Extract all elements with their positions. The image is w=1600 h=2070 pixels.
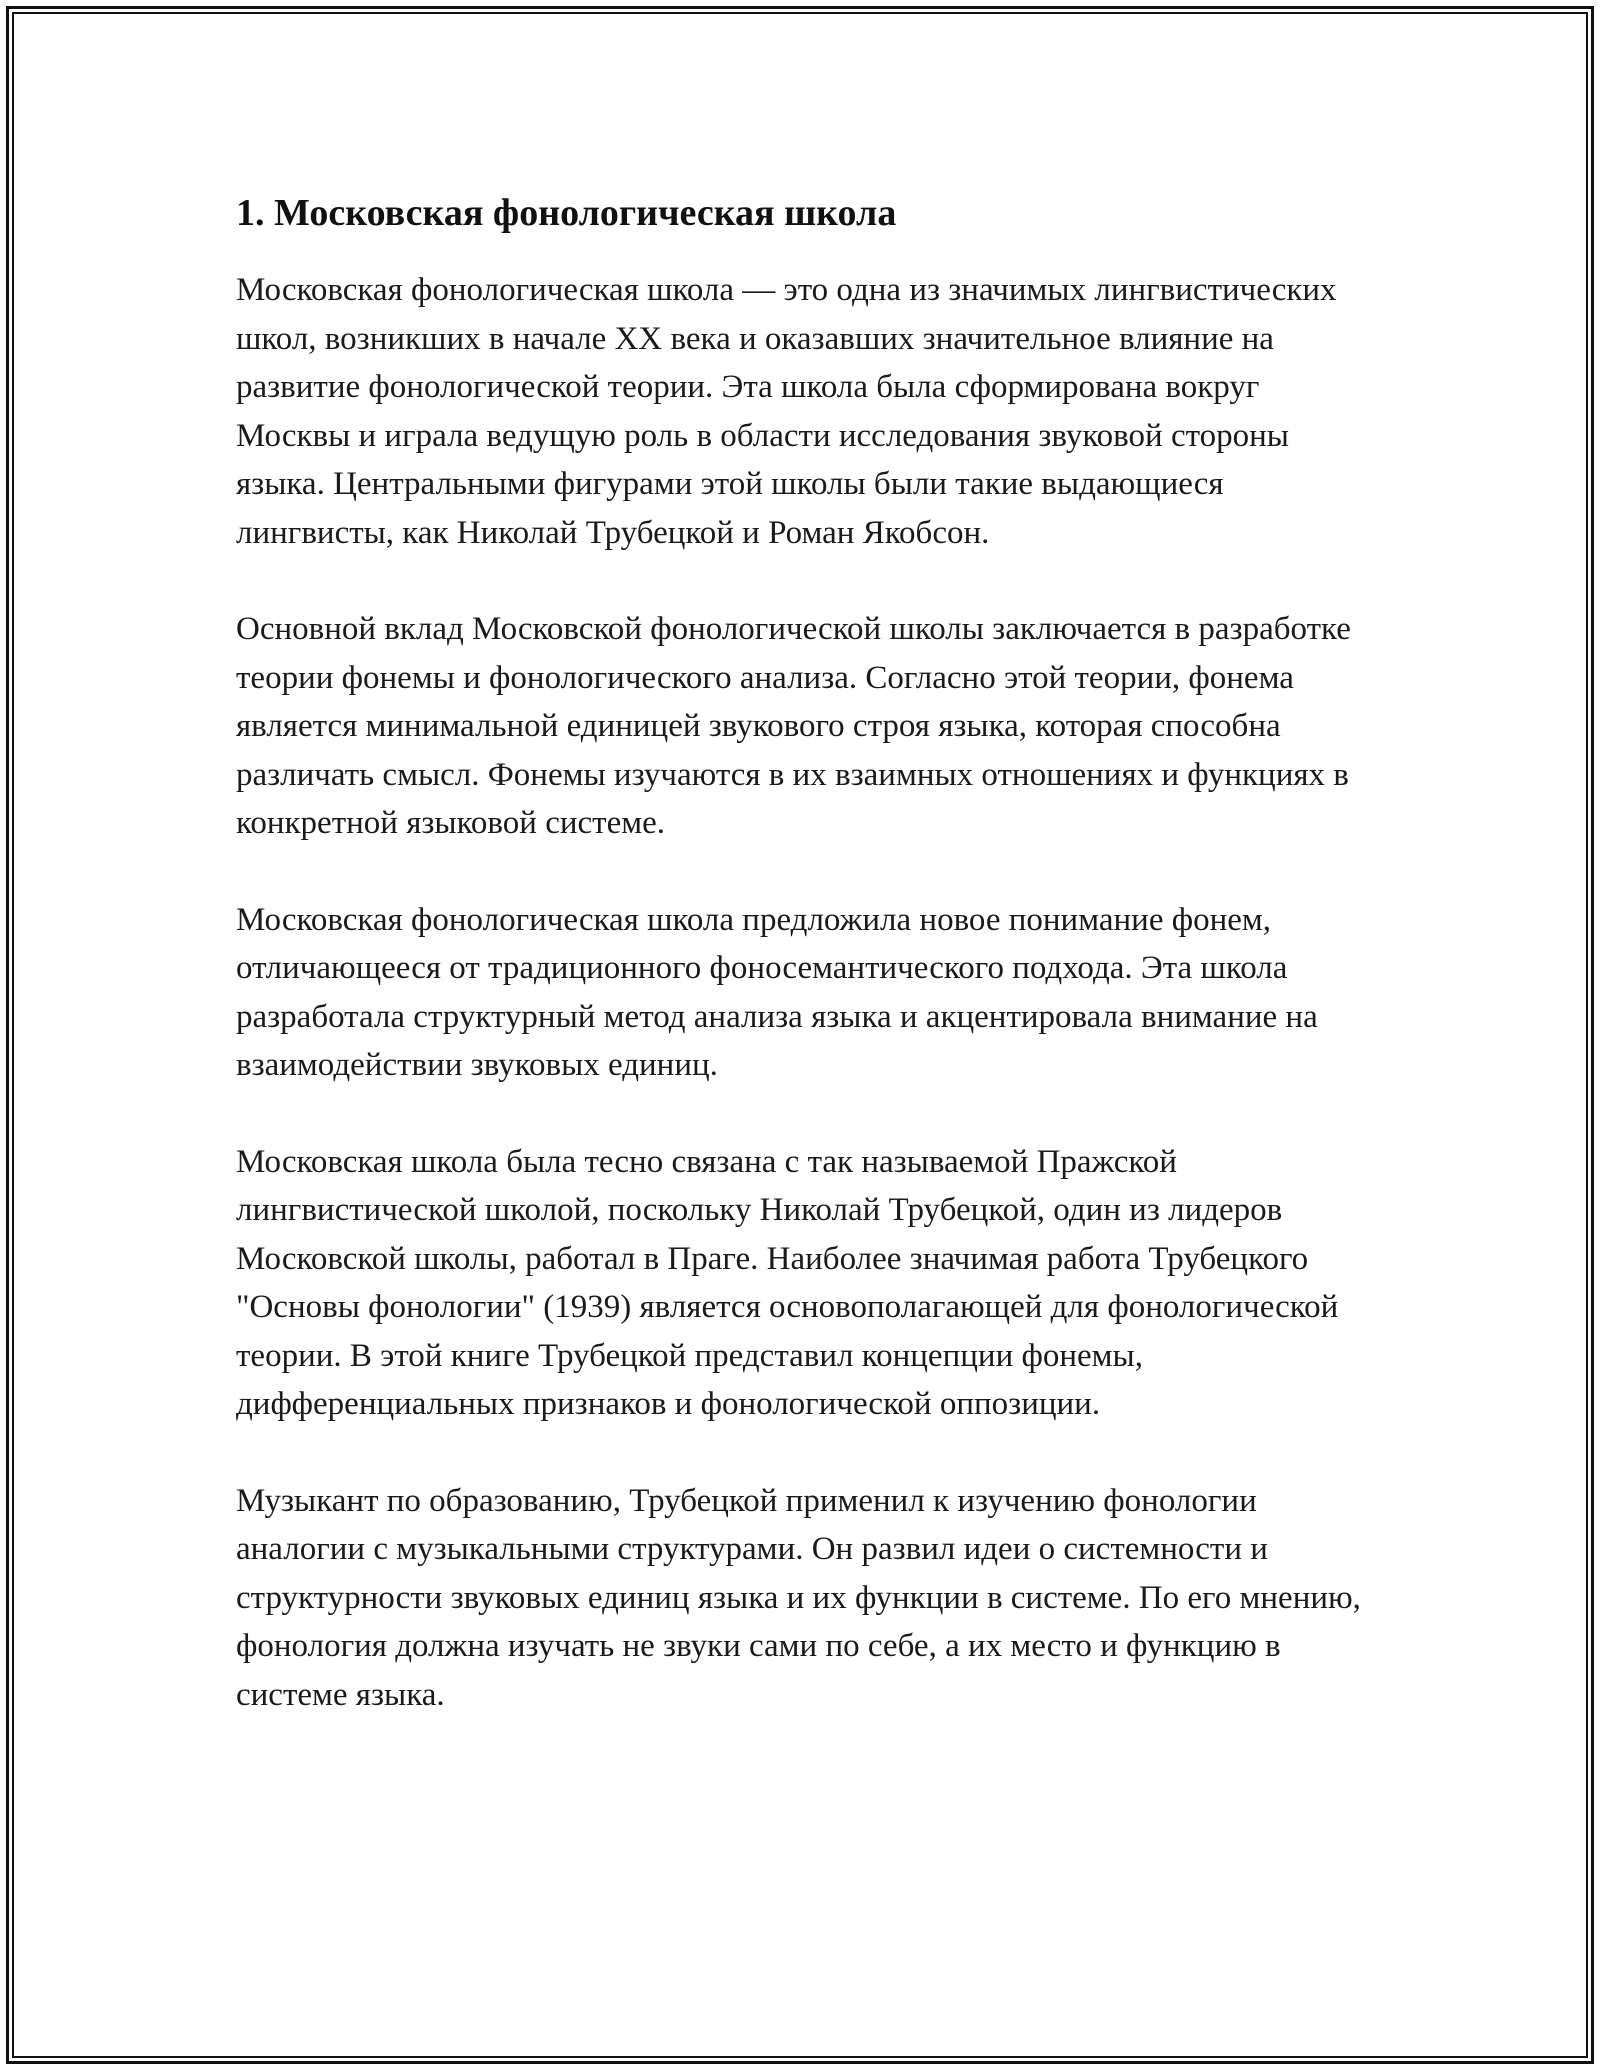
paragraph-contribution: Основной вклад Московской фонологической школы заключается в разработке теории фонемы и фонологического анализа. Согласно этой теории, фонема является минимальной единицей звукового строя языка, которая способна различать смысл. Фонемы изучаются в их взаимных отношениях и функциях в конкретной языковой системе. [236,611,1351,841]
section-heading: 1. Московская фонологическая школа [236,192,897,234]
paragraph-new-understanding: Московская фонологическая школа предложила новое понимание фонем, отличающееся от традиционного фоносемантического подхода. Эта школа разработала структурный метод анализа языка и акцентировала внимание на взаимодействии звуковых единиц. [236,901,1318,1083]
document-body [236,188,1366,1767]
paragraph-intro: Московская фонологическая школа — это одна из значимых лингвистических школ, возникших в начале XX века и оказавших значительное влияние на развитие фонологической теории. Эта школа была сформирована вокруг Москвы и играла ведущую роль в области исследования звуковой стороны языка. Центральными фигурами этой школы были такие выдающиеся лингвисты, как Николай Трубецкой и Роман Якобсон. [236,272,1337,551]
paragraph-prague-school: Московская школа была тесно связана с так называемой Пражской лингвистической школой, поскольку Николай Трубецкой, один из лидеров Московской школы, работал в Праге. Наиболее значимая работа Трубецкого "Основы фонологии" (1939) является основополагающей для фонологической теории. В этой книге Трубецкой представил концепции фонемы, дифференциальных признаков и фонологической оппозиции. [236,1143,1339,1422]
paragraph-music-analogy: Музыкант по образованию, Трубецкой применил к изучению фонологии аналогии с музыкальными структурами. Он развил идеи о системности и структурности звуковых единиц языка и их функции в системе. По его мнению, фонология должна изучать не звуки сами по себе, а их место и функцию в системе языка. [236,1482,1361,1713]
